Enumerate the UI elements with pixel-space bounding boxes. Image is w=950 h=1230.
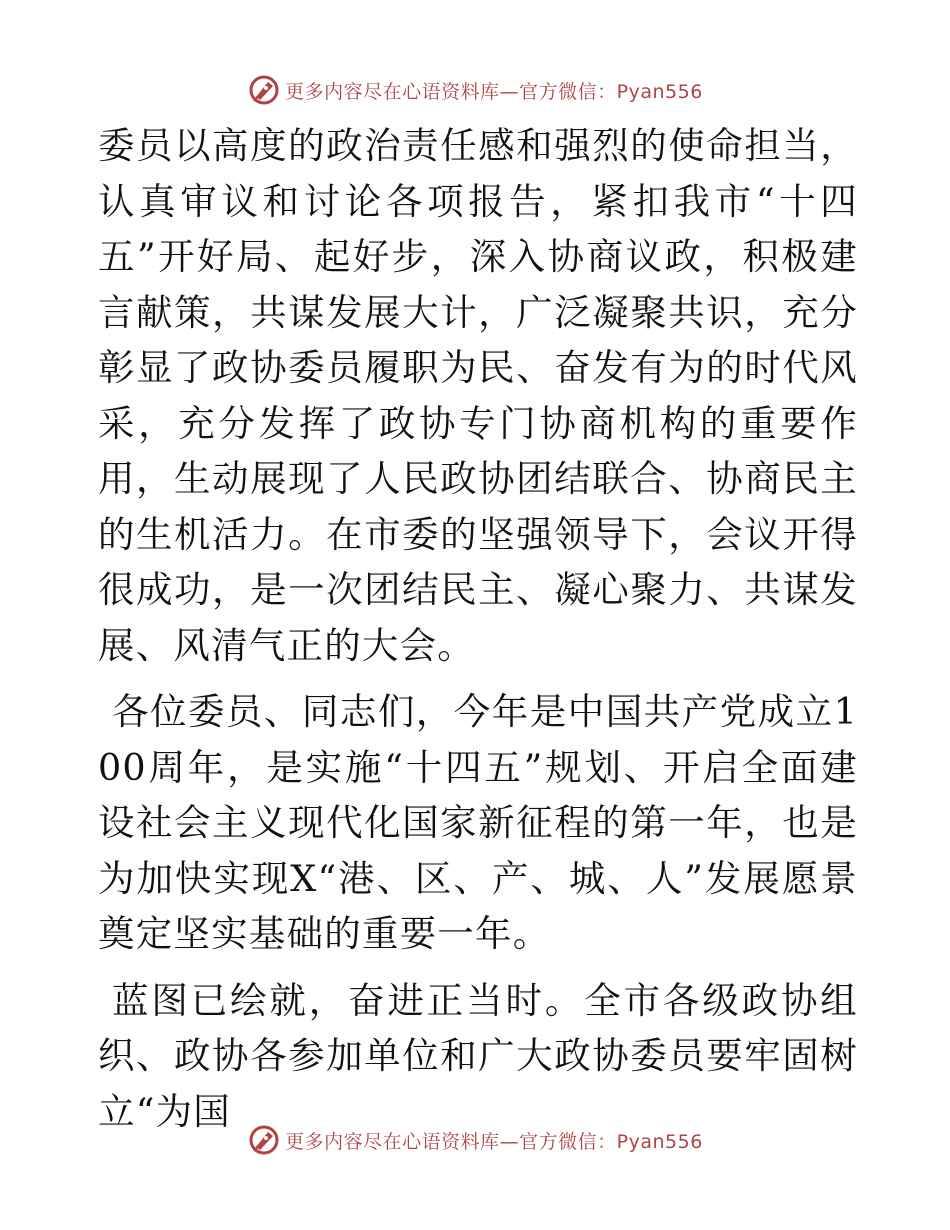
paragraph-3: 蓝图已绘就，奋进正当时。全市各级政协组织、政协各参加单位和广大政协委员要牢固树立“为国: [98, 978, 858, 1133]
pen-nib-logo-icon: [247, 1123, 281, 1157]
document-body: [98, 118, 858, 1139]
paragraph-1: 委员以高度的政治责任感和强烈的使命担当，认真审议和讨论各项报告，紧扣我市“十四五”开好局、起好步，深入协商议政，积极建言献策，共谋发展大计，广泛凝聚共识，充分彰显了政协委员履职为民、奋发有为的时代风采，充分发挥了政协专门协商机构的重要作用，生动展现了人民政协团结联合、协商民主的生机活力。在市委的坚强领导下，会议开得很成功，是一次团结民主、凝心聚力、共谋发展、风清气正的大会。: [98, 124, 858, 667]
banner-text: 更多内容尽在心语资料库—官方微信：Pyan556: [285, 1130, 703, 1153]
pen-nib-logo-icon: [247, 73, 281, 107]
paragraph-2: 各位委员、同志们，今年是中国共产党成立100周年，是实施“十四五”规划、开启全面建设社会主义现代化国家新征程的第一年，也是为加快实现X“港、区、产、城、人”发展愿景奠定坚实基础的重要一年。: [98, 690, 858, 955]
banner-text: 更多内容尽在心语资料库—官方微信：Pyan556: [285, 80, 703, 103]
footer-banner: [0, 1122, 950, 1158]
header-banner: [0, 72, 950, 108]
